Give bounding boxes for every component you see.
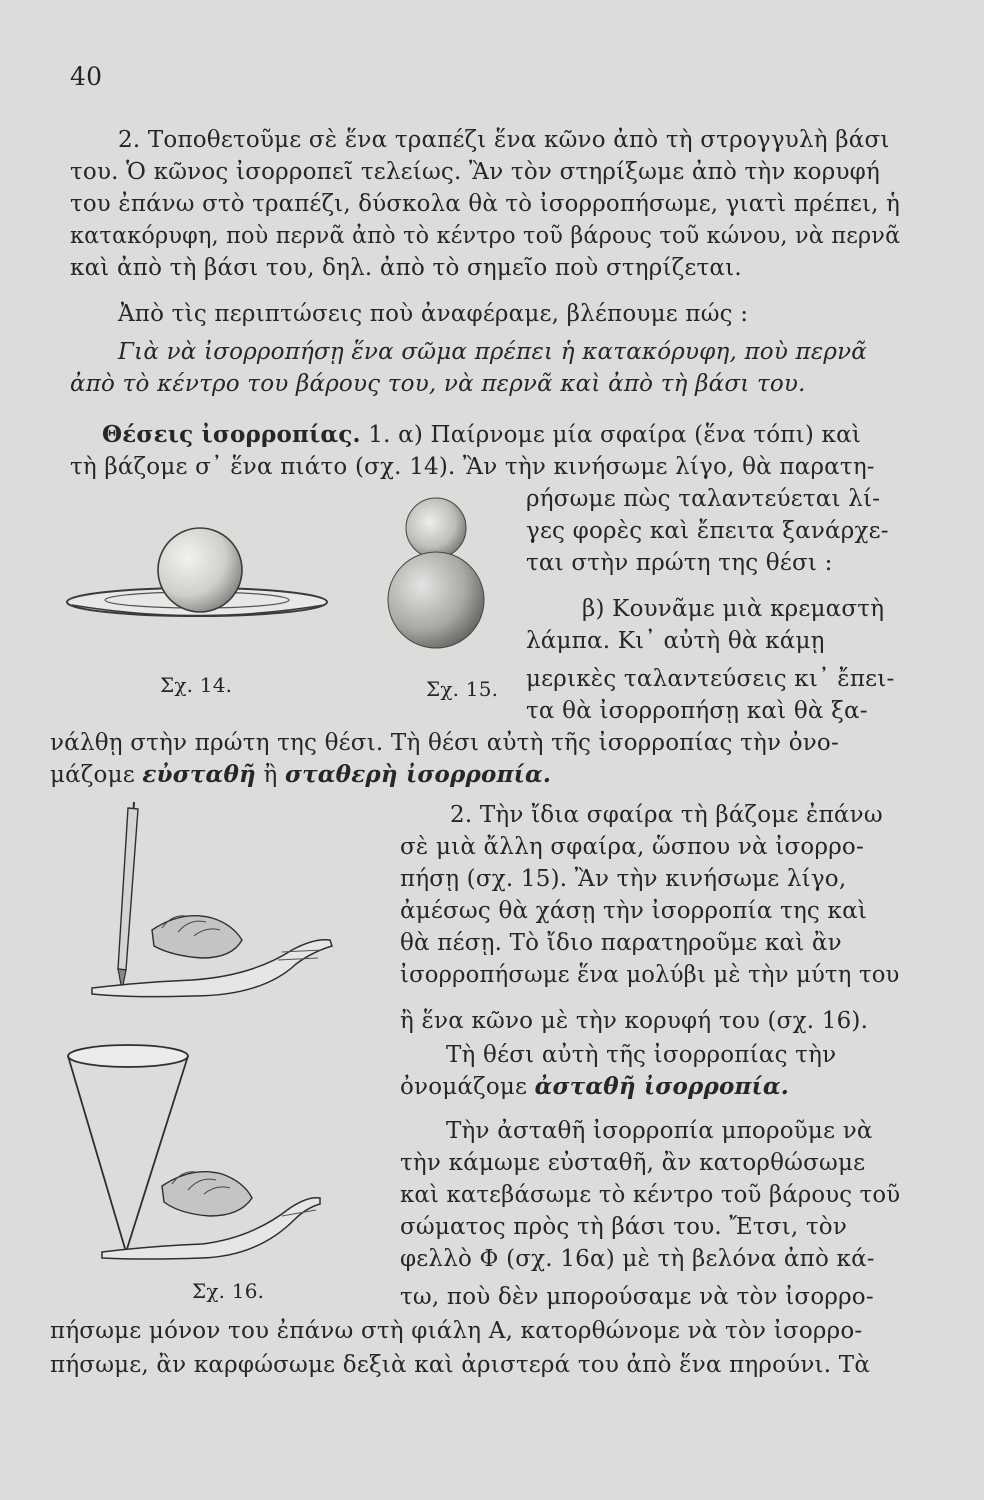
text-line: ἰσορροπήσωμε ἕνα μολύβι μὲ τὴν μύτη του <box>400 962 900 988</box>
text-line: 2. Τοποθετοῦμε σὲ ἕνα τραπέζι ἕνα κῶνο ἀπὸ τὴ στρογγυλὴ βάσι <box>118 127 890 153</box>
text-run: μάζομε <box>50 762 135 788</box>
text-run: ὀνομάζομε <box>400 1074 528 1100</box>
figure-16-pencil-on-finger <box>82 800 342 1010</box>
text-line: β) Κουνᾶμε μιὰ κρεμαστὴ <box>582 596 885 622</box>
text-line: τὴν κάμωμε εὐσταθῆ, ἂν κατορθώσωμε <box>400 1150 866 1176</box>
term-fixed-equilibrium: σταθερὴ ἰσορροπία. <box>284 761 552 788</box>
text-line: λάμπα. Κι᾽ αὐτὴ θὰ κάμῃ <box>526 628 825 654</box>
text-line: πήσῃ (σχ. 15). Ἂν τὴν κινήσωμε λίγο, <box>400 866 847 892</box>
figure-14-ball-on-plate <box>62 520 342 640</box>
text-line: Γιὰ νὰ ἰσορροπήσῃ ἕνα σῶμα πρέπει ἡ κατακόρυφη, ποὺ περνᾶ <box>118 339 868 365</box>
text-line: ται στὴν πρώτη της θέσι : <box>526 550 833 576</box>
text-line: ρήσωμε πὼς ταλαντεύεται λί- <box>526 486 881 512</box>
text-line: ἢ ἕνα κῶνο μὲ τὴν κορυφή του (σχ. 16). <box>400 1008 869 1034</box>
figure-16-cone-on-finger <box>62 1040 322 1260</box>
text-run: ἢ <box>263 762 278 788</box>
text-line: κατακόρυφη, ποὺ περνᾶ ἀπὸ τὸ κέντρο τοῦ βάρους τοῦ κώνου, νὰ περνᾶ <box>70 223 901 249</box>
text-line: Ἀπὸ τὶς περιπτώσεις ποὺ ἀναφέραμε, βλέπουμε πώς : <box>118 301 749 327</box>
text-line: τὴ βάζομε σ᾽ ἕνα πιάτο (σχ. 14). Ἂν τὴν κινήσωμε λίγο, θὰ παρατη- <box>70 454 875 480</box>
text-line: ἀπὸ τὸ κέντρο του βάρους του, νὰ περνᾶ καὶ ἀπὸ τὴ βάσι του. <box>70 371 806 397</box>
text-line: καὶ ἀπὸ τὴ βάσι του, δηλ. ἀπὸ τὸ σημεῖο ποὺ στηρίζεται. <box>70 255 742 281</box>
text-line: θὰ πέσῃ. Τὸ ἴδιο παρατηροῦμε καὶ ἂν <box>400 930 842 956</box>
text-line: Τὴ θέσι αὐτὴ τῆς ἰσορροπίας τὴν <box>446 1042 837 1068</box>
text-line: ἀμέσως θὰ χάσῃ τὴν ἰσορροπία της καὶ <box>400 898 868 924</box>
text-line: σώματος πρὸς τὴ βάσι του. Ἔτσι, τὸν <box>400 1214 848 1240</box>
text-run: 1. α) Παίρνομε μία σφαίρα (ἕνα τόπι) καὶ <box>368 422 862 448</box>
text-line: πήσωμε, ἂν καρφώσωμε δεξιὰ καὶ ἀριστερά του ἀπὸ ἕνα πηρούνι. Τὰ <box>50 1352 871 1378</box>
text-line: τα θὰ ἰσορροπήσῃ καὶ θὰ ξα- <box>526 698 868 724</box>
figure-15-ball-on-ball <box>380 488 500 658</box>
text-line <box>400 1072 789 1102</box>
text-line: του ἐπάνω στὸ τραπέζι, δύσκολα θὰ τὸ ἰσορροπήσωμε, γιατὶ πρέπει, ἡ <box>70 191 900 217</box>
text-line: Τὴν ἀσταθῆ ἰσορροπία μποροῦμε νὰ <box>446 1118 873 1144</box>
figure-14-caption: Σχ. 14. <box>160 673 233 697</box>
figure-16-caption: Σχ. 16. <box>192 1279 265 1303</box>
page-number: 40 <box>70 62 103 91</box>
text-line: νάλθῃ στὴν πρώτη της θέσι. Τὴ θέσι αὐτὴ τῆς ἰσορροπίας τὴν ὀνο- <box>50 730 839 756</box>
text-line <box>102 420 861 450</box>
text-line <box>50 760 551 790</box>
text-line: καὶ κατεβάσωμε τὸ κέντρο τοῦ βάρους τοῦ <box>400 1182 901 1208</box>
section-heading: Θέσεις ἰσορροπίας. <box>102 421 361 448</box>
text-line: 2. Τὴν ἴδια σφαίρα τὴ βάζομε ἐπάνω <box>450 802 883 828</box>
text-line: πήσωμε μόνον του ἐπάνω στὴ φιάλη Α, κατορθώνομε νὰ τὸν ἰσορρο- <box>50 1318 863 1344</box>
figure-15-caption: Σχ. 15. <box>426 677 499 701</box>
text-line: γες φορὲς καὶ ἔπειτα ξανάρχε- <box>526 518 889 544</box>
term-unstable-equilibrium: ἀσταθῆ ἰσορροπία. <box>534 1073 789 1100</box>
text-line: του. Ὁ κῶνος ἰσορροπεῖ τελείως. Ἂν τὸν στηρίξωμε ἀπὸ τὴν κορυφή <box>70 159 880 185</box>
text-line: μερικὲς ταλαντεύσεις κι᾽ ἔπει- <box>526 666 895 692</box>
text-line: φελλὸ Φ (σχ. 16α) μὲ τὴ βελόνα ἀπὸ κά- <box>400 1246 875 1272</box>
term-stable: εὐσταθῆ <box>142 761 256 788</box>
text-line: σὲ μιὰ ἄλλη σφαίρα, ὥσπου νὰ ἰσορρο- <box>400 834 864 860</box>
text-line: τω, ποὺ δὲν μπορούσαμε νὰ τὸν ἰσορρο- <box>400 1284 874 1310</box>
